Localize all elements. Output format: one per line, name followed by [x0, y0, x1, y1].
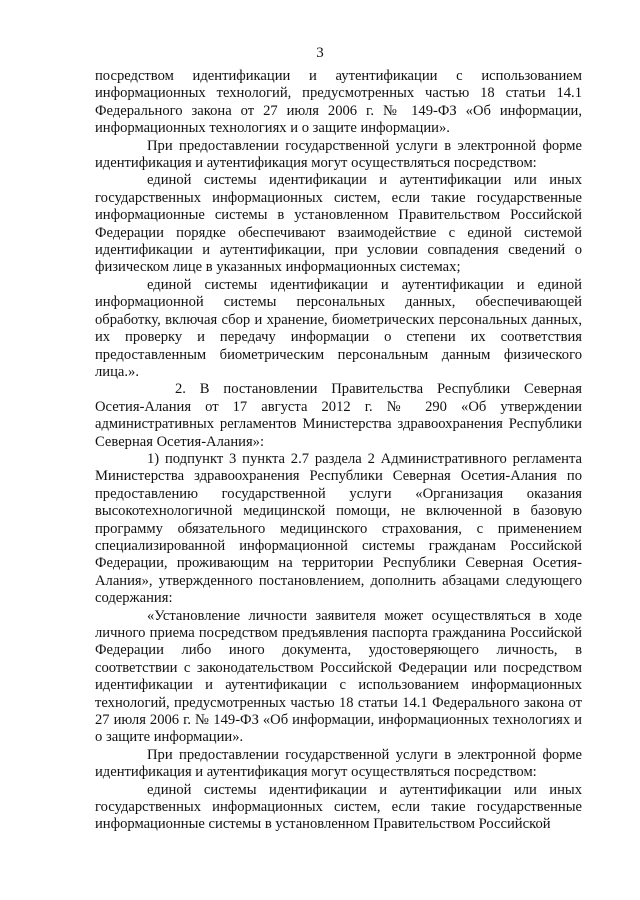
paragraph-subitem-1: 1) подпункт 3 пункта 2.7 раздела 2 Административного регламента Министерства здравоохранения Республики Северная Осетия-Алания по предоставлению государственной услуги «Организация оказания высокотехнологичной медицинской помощи, не включенной в базовую программу обязательного медицинского страхования, с применением специализированной информационной системы гражданам Российской Федерации, проживающим на территории Республики Северная Осетия-Алания», утвержденного постановлением, дополнить абзацами следующего содержания: [95, 450, 582, 607]
paragraph-electronic-form-2: При предоставлении государственной услуги в электронной форме идентификация и аутентификация могут осуществляться посредством: [95, 746, 582, 781]
paragraph-continuation: посредством идентификации и аутентификации с использованием информационных технологий, предусмотренных частью 18 статьи 14.1 Федерального закона от 27 июля 2006 г. № 149-ФЗ «Об информации, информационных технологиях и о защите информации». [95, 68, 582, 137]
paragraph-electronic-form: При предоставлении государственной услуги в электронной форме идентификация и аутентификация могут осуществляться посредством: [95, 137, 582, 172]
page-number: 3 [316, 45, 324, 61]
document-body [95, 68, 582, 834]
paragraph-item-2: 2. В постановлении Правительства Республики Северная Осетия-Алания от 17 августа 2012 г. № 290 «Об утверждении административных регламентов Министерства здравоохранения Республики Северная Осетия-Алания»: [95, 381, 582, 450]
paragraph-quote-identity: «Установление личности заявителя может осуществляться в ходе личного приема посредством предъявления паспорта гражданина Российской Федерации либо иного документа, удостоверяющего личность, в соответствии с законодательством Российской Федерации или посредством идентификации и аутентификации с использованием информационных технологий, предусмотренных частью 18 статьи 14.1 Федерального закона от 27 июля 2006 г. № 149-ФЗ «Об информации, информационных технологиях и о защите информации». [95, 607, 582, 746]
paragraph-list-item-esia-2: единой системы идентификации и аутентификации или иных государственных информационных систем, если такие государственные информационные системы в установленном Правительством Российской [95, 781, 582, 833]
paragraph-list-item-biometric: единой системы идентификации и аутентификации и единой информационной системы персональных данных, обеспечивающей обработку, включая сбор и хранение, биометрических персональных данных, их проверку и передачу информации о степени их соответствия предоставленным биометрическим персональным данным физического лица.». [95, 276, 582, 380]
paragraph-list-item-esia: единой системы идентификации и аутентификации или иных государственных информационных систем, если такие государственные информационные системы в установленном Правительством Российской Федерации порядке обеспечивают взаимодействие с единой системой идентификации и аутентификации, при условии совпадения сведений о физическом лице в указанных информационных системах; [95, 172, 582, 276]
